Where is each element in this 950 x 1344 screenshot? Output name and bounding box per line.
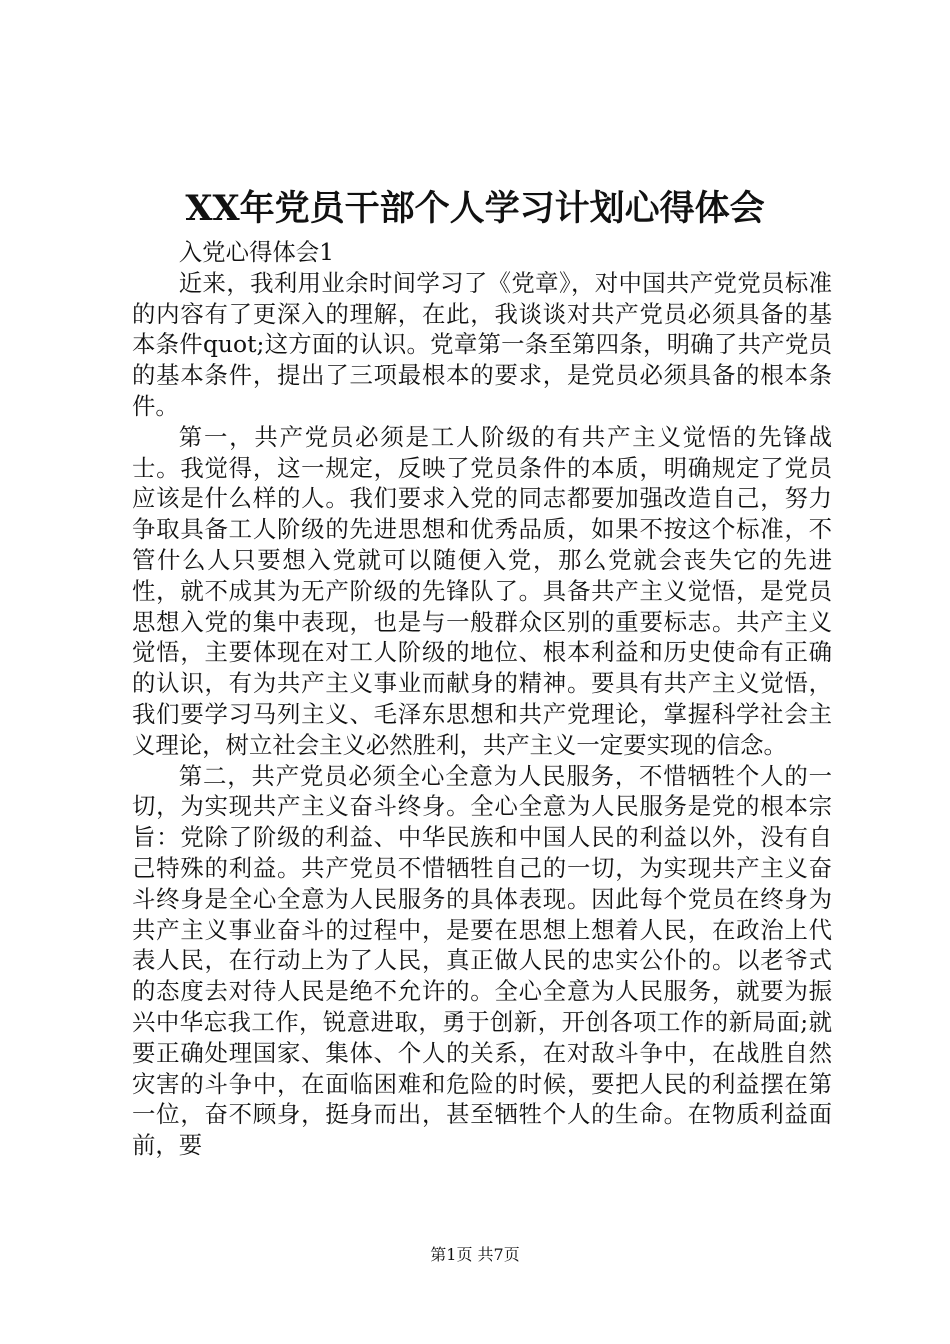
document-body bbox=[132, 237, 832, 1161]
document-title: XX年党员干部个人学习计划心得体会 bbox=[185, 188, 765, 229]
page-number-footer: 第1页 共7页 bbox=[430, 1245, 520, 1264]
section-heading: 入党心得体会1 bbox=[178, 238, 335, 266]
paragraph: 第一，共产党员必须是工人阶级的有共产主义觉悟的先锋战士。我觉得，这一规定，反映了党员条件的本质，明确规定了党员应该是什么样的人。我们要求入党的同志都要加强改造自己，努力争取具备工人阶级的先进思想和优秀品质，如果不按这个标准，不管什么人只要想入党就可以随便入党，那么党就会丧失它的先进性，就不成其为无产阶级的先锋队了。具备共产主义觉悟，是党员思想入党的集中表现，也是与一般群众区别的重要标志。共产主义觉悟，主要体现在对工人阶级的地位、根本利益和历史使命有正确的认识，有为共产主义事业而献身的精神。要具有共产主义觉悟，我们要学习马列主义、毛泽东思想和共产党理论，掌握科学社会主义理论，树立社会主义必然胜利，共产主义一定要实现的信念。 bbox=[132, 422, 832, 759]
paragraph: 近来，我利用业余时间学习了《党章》，对中国共产党党员标准的内容有了更深入的理解，在此，我谈谈对共产党员必须具备的基本条件quot;这方面的认识。党章第一条至第四条，明确了共产党员的基本条件，提出了三项最根本的要求，是党员必须具备的根本条件。 bbox=[132, 268, 832, 420]
paragraph: 第二，共产党员必须全心全意为人民服务，不惜牺牲个人的一切，为实现共产主义奋斗终身。全心全意为人民服务是党的根本宗旨：党除了阶级的利益、中华民族和中国人民的利益以外，没有自己特殊的利益。共产党员不惜牺牲自己的一切，为实现共产主义奋斗终身是全心全意为人民服务的具体表现。因此每个党员在终身为共产主义事业奋斗的过程中，是要在思想上想着人民，在政治上代表人民，在行动上为了人民，真正做人民的忠实公仆的。以老爷式的态度去对待人民是绝不允许的。全心全意为人民服务，就要为振兴中华忘我工作，锐意进取，勇于创新，开创各项工作的新局面;就要正确处理国家、集体、个人的关系，在对敌斗争中，在战胜自然灾害的斗争中，在面临困难和危险的时候，要把人民的利益摆在第一位，奋不顾身，挺身而出，甚至牺牲个人的生命。在物质利益面前，要 bbox=[132, 761, 832, 1160]
